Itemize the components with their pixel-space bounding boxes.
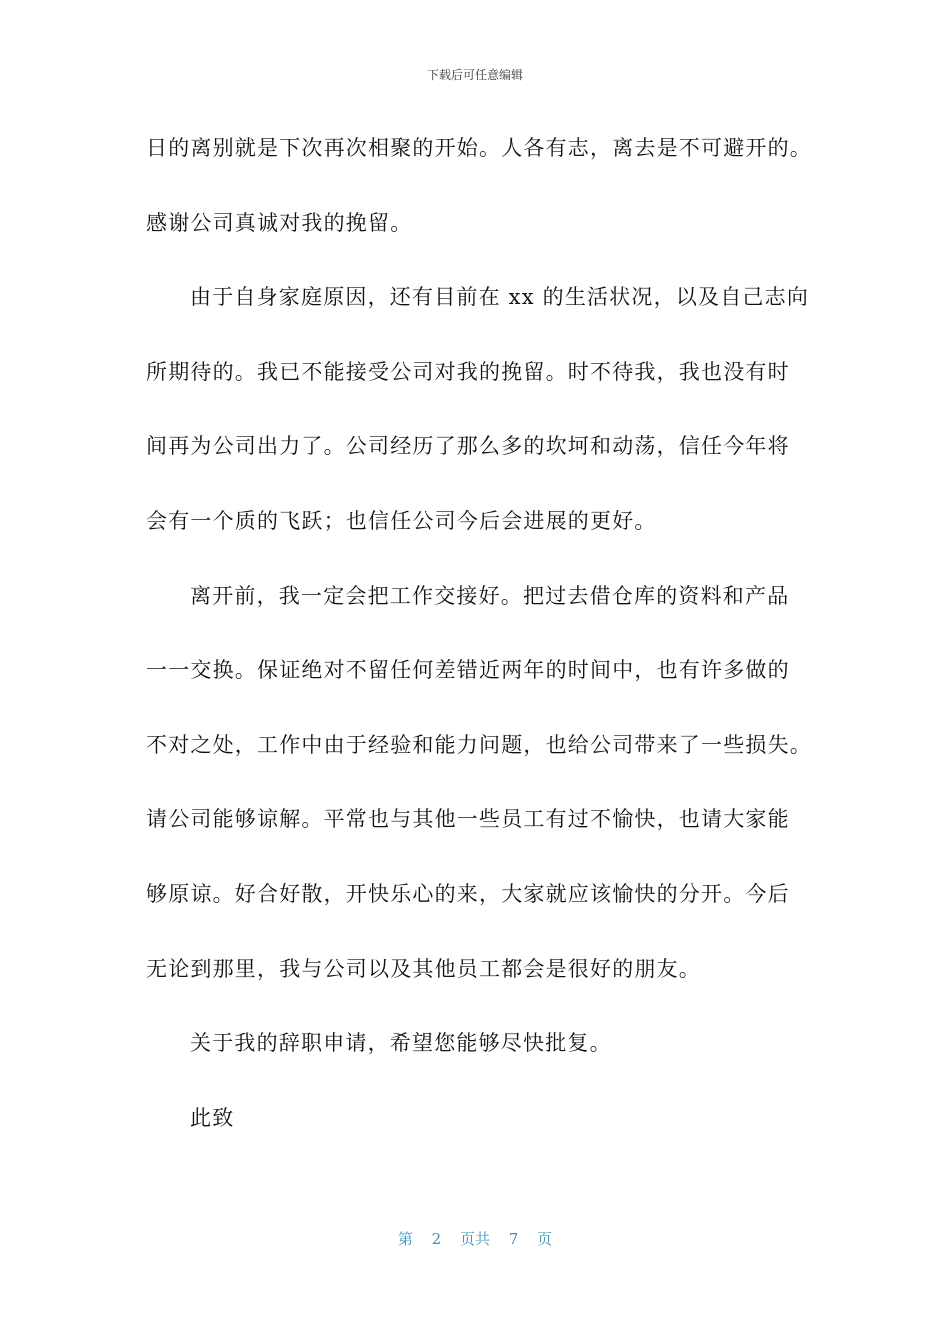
letter-body bbox=[146, 128, 811, 1172]
text-line-4: 所期待的。我已不能接受公司对我的挽留。时不待我，我也没有时 bbox=[146, 359, 790, 384]
text-line-11: 够原谅。好合好散，开快乐心的来，大家就应该愉快的分开。今后 bbox=[146, 881, 790, 906]
text-line-5: 间再为公司出力了。公司经历了那么多的坎坷和动荡，信任今年将 bbox=[146, 434, 790, 459]
page-number-footer: 第 2 页共 7 页 bbox=[397, 1230, 553, 1248]
text-line-10: 请公司能够谅解。平常也与其他一些员工有过不愉快，也请大家能 bbox=[146, 807, 790, 832]
text-line-3: 由于自身家庭原因，还有目前在 xx 的生活状况，以及自己志向 bbox=[190, 285, 810, 310]
text-line-2: 感谢公司真诚对我的挽留。 bbox=[146, 210, 413, 235]
text-line-8: 一一交换。保证绝对不留任何差错近两年的时间中，也有许多做的 bbox=[146, 658, 790, 683]
header-note: 下载后可任意编辑 bbox=[426, 68, 523, 82]
text-line-6: 会有一个质的飞跃；也信任公司今后会进展的更好。 bbox=[146, 508, 657, 533]
text-line-13: 关于我的辞职申请，希望您能够尽快批复。 bbox=[190, 1031, 612, 1056]
text-line-14: 此致 bbox=[190, 1105, 235, 1130]
text-line-7: 离开前，我一定会把工作交接好。把过去借仓库的资料和产品 bbox=[190, 583, 790, 608]
text-line-12: 无论到那里，我与公司以及其他员工都会是很好的朋友。 bbox=[146, 956, 701, 981]
text-line-1: 日的离别就是下次再次相聚的开始。人各有志，离去是不可避开的。 bbox=[146, 136, 812, 160]
text-line-9: 不对之处，工作中由于经验和能力问题，也给公司带来了一些损失。 bbox=[146, 732, 812, 757]
